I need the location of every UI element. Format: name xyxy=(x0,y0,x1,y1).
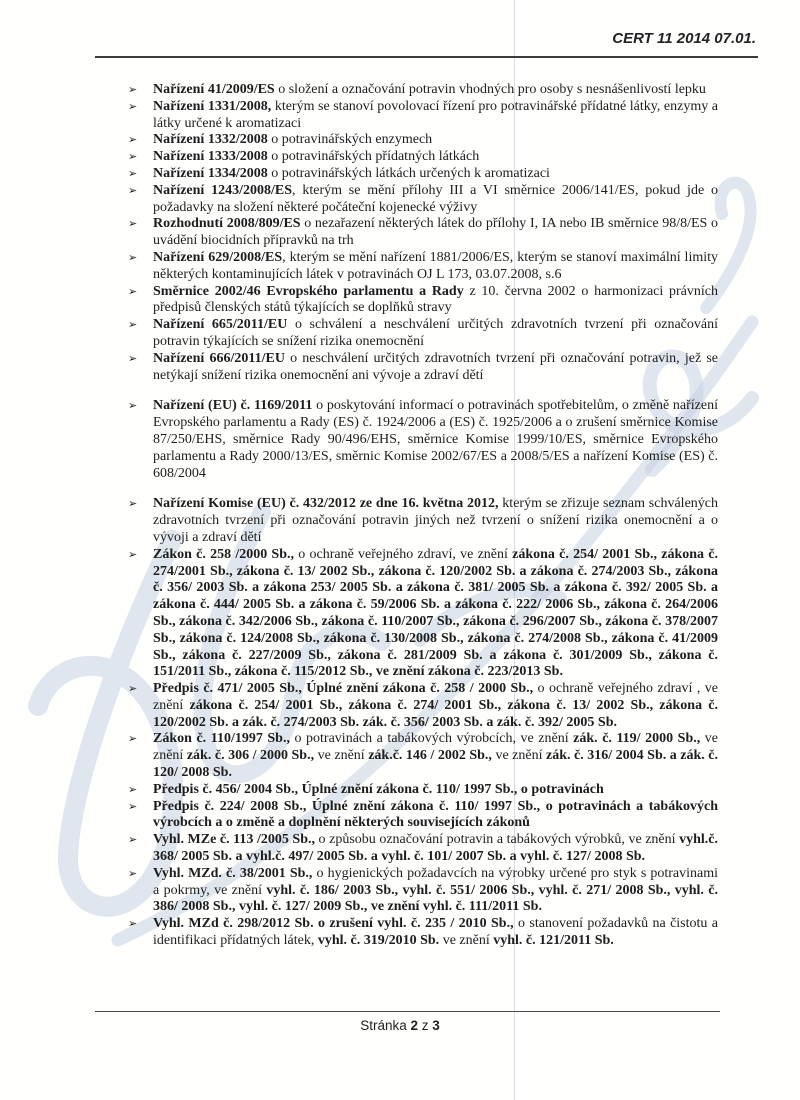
list-item-text: Nařízení 629/2008/ES, kterým se mění nařízení 1881/2006/ES, kterým se stanoví maximální limity některých kontaminujících látek v potravinách OJ L 173, 03.07.2008, s.6 xyxy=(153,249,718,282)
list-item-text: Zákon č. 258 /2000 Sb., o ochraně veřejného zdraví, ve znění zákona č. 254/ 2001 Sb., zákona č. 274/2001 Sb., zákona č. 13/ 2002 Sb., zákona č. 120/2002 Sb. a zákona č. 274/2003 Sb., zákona č. 356/ 2003 Sb. a zákona 253/ 2005 Sb. a zákona č. 381/ 2005 Sb. a zákona č. 392/ 2005 Sb. a zákona č. 444/ 2005 Sb. a zákona č. 59/2006 Sb. a zákona č. 222/ 2006 Sb., zákona č. 264/2006 Sb., zákona č. 342/2006 Sb., zákona č. 110/2007 Sb., zákona č. 296/2007 Sb., zákona č. 378/2007 Sb., zákona č. 124/2008 Sb., zákona č. 130/2008 Sb., zákona č. 274/2008 Sb., zákona č. 41/2009 Sb., zákona č. 227/2009 Sb., zákona č. 281/2009 Sb. a zákona č. 301/2009 Sb., zákona č. 151/2011 Sb., zákona č. 115/2012 Sb., ve znění zákona č. 223/2013 Sb. xyxy=(153,546,718,680)
footer-divider xyxy=(95,1011,720,1012)
list-item xyxy=(128,82,718,99)
current-page-number: 2 xyxy=(410,1018,418,1033)
list-item-text: Nařízení 1331/2008, kterým se stanoví povolovací řízení pro potravinářské přídatné látky, enzymy a látky určené k aromatizaci xyxy=(153,98,718,131)
list-item-text: Předpis č. 471/ 2005 Sb., Úplné znění zákona č. 258 / 2000 Sb., o ochraně veřejného zdraví , ve znění zákona č. 254/ 2001 Sb., zákona č. 274/ 2001 Sb., zákona č. 13/ 2002 Sb., zákona č. 120/2002 Sb. a zák. č. 274/2003 Sb. zák. č. 356/ 2003 Sb. a zák. č. 392/ 2005 Sb. xyxy=(153,681,718,730)
bullet-arrow-icon: ➢ xyxy=(128,83,138,96)
list-item xyxy=(128,681,718,731)
list-item xyxy=(128,317,718,351)
list-item xyxy=(128,782,718,799)
list-item-text: Směrnice 2002/46 Evropského parlamentu a Rady z 10. června 2002 o harmonizaci právních předpisů členských států týkajících se doplňků stravy xyxy=(153,283,718,316)
list-item-text: Nařízení Komise (EU) č. 432/2012 ze dne 16. května 2012, kterým se zřizuje seznam schválených zdravotních tvrzení při označování potravin jiných než tvrzení o snížení rizika onemocnění a o vývoji a zdraví dětí xyxy=(153,496,719,545)
list-item-text: Zákon č. 110/1997 Sb., o potravinách a tabákových výrobcích, ve znění zák. č. 119/ 2000 Sb., ve znění zák. č. 306 / 2000 Sb., ve znění zák.č. 146 / 2002 Sb., ve znění zák. č. 316/ 2004 Sb. a zák. č. 120/ 2008 Sb. xyxy=(153,731,719,781)
bullet-arrow-icon: ➢ xyxy=(128,917,138,931)
list-item xyxy=(128,496,718,546)
list-item-text: Vyhl. MZe č. 113 /2005 Sb., o způsobu označování potravin a tabákových výrobků, ve znění vyhl.č. 368/ 2005 Sb. a vyhl.č. 497/ 2005 Sb. a vyhl. č. 101/ 2007 Sb. a vyhl. č. 127/ 2008 Sb. xyxy=(153,832,718,865)
page-label: Stránka xyxy=(360,1018,407,1033)
list-item xyxy=(128,132,718,149)
regulation-list xyxy=(128,82,718,950)
bullet-arrow-icon: ➢ xyxy=(128,99,138,113)
list-item xyxy=(128,731,718,781)
list-item xyxy=(128,799,718,833)
bullet-arrow-icon: ➢ xyxy=(128,732,138,746)
list-item-text: Nařízení 41/2009/ES o složení a označování potravin vhodných pro osoby s nesnášenlivostí lepku xyxy=(153,82,706,97)
list-item xyxy=(128,547,718,681)
list-item xyxy=(128,183,718,217)
list-item-text: Rozhodnutí 2008/809/ES o nezařazení některých látek do přílohy I, IA nebo IB směrnice 98/8/ES o uvádění biocidních přípravků na trh xyxy=(153,216,718,249)
bullet-arrow-icon: ➢ xyxy=(128,183,138,197)
list-item-text: Nařízení 665/2011/EU o schválení a neschválení určitých zdravotních tvrzení při označování potravin týkajících se snížení rizika onemocnění xyxy=(153,317,718,349)
list-item-text: Vyhl. MZd č. 298/2012 Sb. o zrušení vyhl. č. 235 / 2010 Sb., o stanovení požadavků na čistotu a identifikaci přídatných látek, vyhl. č. 319/2010 Sb. ve znění vyhl. č. 121/2011 Sb. xyxy=(153,916,719,949)
page-number-indicator xyxy=(0,1018,800,1033)
list-item-text: Vyhl. MZd. č. 38/2001 Sb., o hygienických požadavcích na výrobky určené pro styk s potravinami a pokrmy, ve znění vyhl. č. 186/ 2003 Sb., vyhl. č. 551/ 2006 Sb., vyhl. č. 271/ 2008 Sb., vyhl. č. 386/ 2008 Sb., vyhl. č. 127/ 2009 Sb., ve znění vyhl. č. 111/2011 Sb. xyxy=(153,865,719,915)
list-item xyxy=(128,916,718,950)
bullet-arrow-icon: ➢ xyxy=(128,833,138,847)
bullet-arrow-icon: ➢ xyxy=(128,150,138,164)
bullet-arrow-icon: ➢ xyxy=(128,682,138,696)
list-item xyxy=(128,99,718,133)
bullet-arrow-icon: ➢ xyxy=(128,399,138,413)
bullet-arrow-icon: ➢ xyxy=(128,782,138,796)
bullet-arrow-icon: ➢ xyxy=(128,166,138,180)
page-of-label: z xyxy=(421,1018,429,1033)
bullet-arrow-icon: ➢ xyxy=(128,250,138,264)
list-item-text: Nařízení (EU) č. 1169/2011 o poskytování informací o potravinách spotřebitelům, o změně nařízení Evropského parlamentu a Rady (ES) č. 1924/2006 a (ES) č. 1925/2006 a o zrušení směrnice Komise 87/250/EHS, směrnice Rady 90/496/EHS, směrnice Komise 1999/10/ES, směrnice Evropského parlamentu a Rady 2000/13/ES, směrnic Komise 2002/67/ES a 2008/5/ES a nařízení Komise (ES) č. 608/2004 xyxy=(153,398,719,481)
list-item xyxy=(128,216,718,250)
header-divider xyxy=(95,56,758,58)
list-item xyxy=(128,149,718,166)
bullet-arrow-icon: ➢ xyxy=(128,217,138,231)
bullet-arrow-icon: ➢ xyxy=(128,133,138,147)
list-item-text: Nařízení 666/2011/EU o neschválení určitých zdravotních tvrzení při označování potravin, jež se netýkají snížení rizika onemocnění ani vývoje a zdraví dětí xyxy=(153,350,718,383)
list-item-text: Předpis č. 224/ 2008 Sb., Úplné znění zákona č. 110/ 1997 Sb., o potravinách a tabákových výrobcích a o změně a doplnění některých souvisejících zákonů xyxy=(153,798,718,831)
bullet-arrow-icon: ➢ xyxy=(128,866,138,880)
list-item xyxy=(128,398,718,482)
list-item xyxy=(128,866,718,916)
document-code: CERT 11 2014 07.01. xyxy=(612,30,756,47)
bullet-arrow-icon: ➢ xyxy=(128,351,138,365)
list-item-text: Nařízení 1332/2008 o potravinářských enzymech xyxy=(153,132,433,148)
bullet-arrow-icon: ➢ xyxy=(128,318,138,332)
list-item xyxy=(128,351,718,385)
list-item-text: Nařízení 1333/2008 o potravinářských přídatných látkách xyxy=(153,149,480,165)
list-item xyxy=(128,250,718,284)
bullet-arrow-icon: ➢ xyxy=(128,497,138,511)
list-item xyxy=(128,284,718,318)
list-item-text: Předpis č. 456/ 2004 Sb., Úplné znění zákona č. 110/ 1997 Sb., o potravinách xyxy=(153,781,604,797)
bullet-arrow-icon: ➢ xyxy=(128,547,138,561)
list-item-text: Nařízení 1243/2008/ES, kterým se mění přílohy III a VI směrnice 2006/141/ES, pokud jde o požadavky na složení některé počáteční kojenecké výživy xyxy=(153,182,718,215)
list-item xyxy=(128,166,718,183)
bullet-arrow-icon: ➢ xyxy=(128,799,138,813)
list-item xyxy=(128,832,718,866)
bullet-arrow-icon: ➢ xyxy=(128,284,138,298)
total-page-number: 3 xyxy=(432,1018,440,1033)
list-item-text: Nařízení 1334/2008 o potravinářských látkách určených k aromatizaci xyxy=(153,165,550,181)
